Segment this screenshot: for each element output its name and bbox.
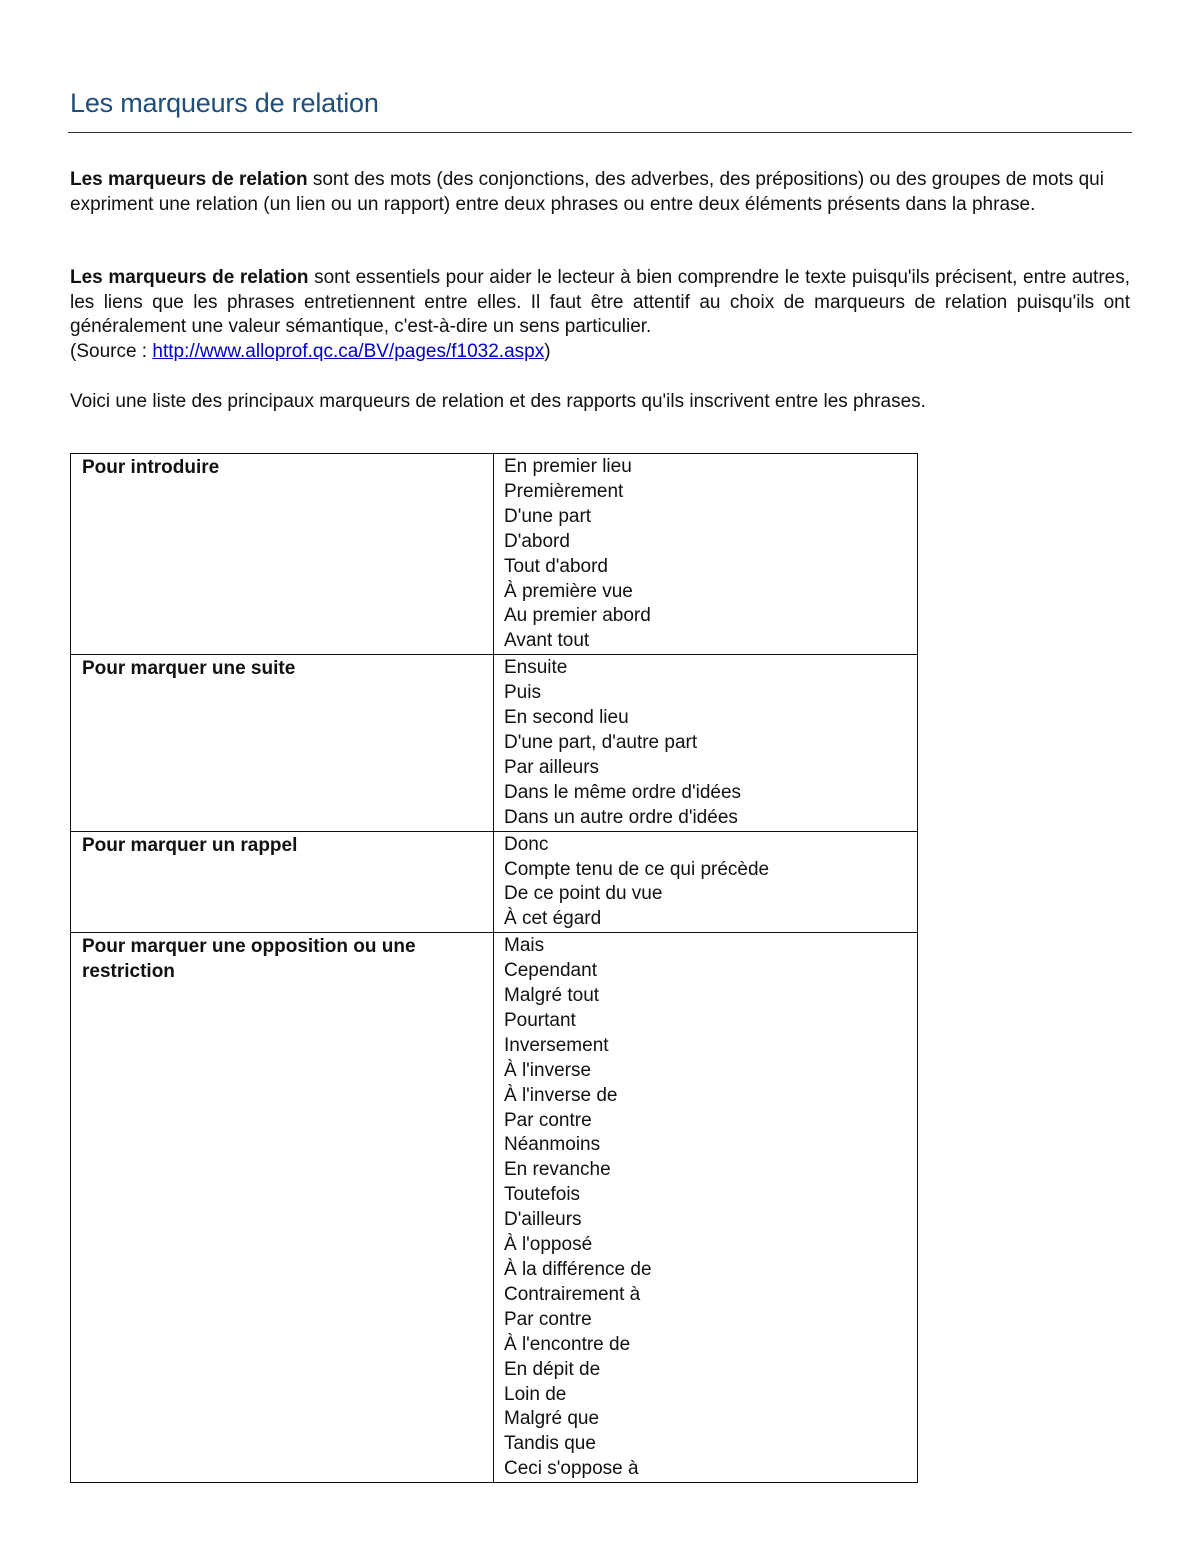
table-row	[71, 933, 918, 1483]
marker-item: Néanmoins	[504, 1134, 601, 1156]
marker-item: En revanche	[504, 1159, 611, 1181]
markers-cell	[494, 655, 918, 831]
marker-item: Au premier abord	[504, 605, 651, 627]
marker-item: Tandis que	[504, 1433, 596, 1455]
marker-item: Toutefois	[504, 1184, 581, 1206]
marker-item: À l'opposé	[504, 1234, 593, 1256]
marker-item: Tout d'abord	[504, 555, 608, 577]
intro-paragraph-1	[70, 168, 1130, 217]
marker-item: Donc	[504, 833, 549, 855]
marker-item: Mais	[504, 935, 545, 957]
markers-cell	[494, 454, 918, 655]
markers-cell	[494, 831, 918, 933]
marker-item: De ce point du vue	[504, 883, 663, 905]
marker-item: Ensuite	[504, 657, 568, 679]
marker-item: Malgré tout	[504, 985, 600, 1007]
marker-item: À la différence de	[504, 1259, 652, 1280]
marker-item: À l'inverse de	[504, 1084, 618, 1106]
table-row	[71, 655, 918, 831]
marker-item: À première vue	[504, 580, 633, 602]
category-cell: Pour introduire	[71, 454, 494, 655]
marker-item: D'abord	[504, 530, 570, 552]
marker-item: En dépit de	[504, 1358, 601, 1380]
marker-item: À l'inverse	[504, 1059, 592, 1081]
marker-item: Dans le même ordre d'idées	[504, 781, 742, 803]
source-suffix: )	[544, 340, 551, 362]
intro-paragraph-1-text: sont des mots (des conjonctions, des adverbes, des prépositions) ou des groupes de mots qui expriment une relation (un lien ou un rapport) entre deux phrases ou entre deux éléments présents dans la phrase.	[70, 169, 1104, 215]
marker-item: En premier lieu	[504, 456, 632, 477]
marker-item: Par contre	[504, 1109, 592, 1131]
marker-item: En second lieu	[504, 707, 629, 729]
table-row	[71, 831, 918, 933]
marker-item: Par ailleurs	[504, 756, 600, 778]
source-link[interactable]: http://www.alloprof.qc.ca/BV/pages/f1032.aspx	[152, 340, 545, 362]
marker-item: Malgré que	[504, 1408, 600, 1430]
marker-item: Puis	[504, 682, 541, 704]
marker-item: Pourtant	[504, 1009, 576, 1031]
marker-item: À l'encontre de	[504, 1333, 631, 1355]
marker-item: Par contre	[504, 1308, 592, 1330]
marker-item: Premièrement	[504, 480, 624, 502]
markers-cell	[494, 933, 918, 1483]
markers-table	[70, 453, 918, 1483]
table-row	[71, 454, 918, 655]
category-cell: Pour marquer une opposition ou une restriction	[71, 933, 494, 1483]
marker-item: Avant tout	[504, 630, 590, 652]
intro-paragraph-2-bold: Les marqueurs de relation	[70, 267, 309, 288]
marker-item: D'une part, d'autre part	[504, 731, 698, 753]
marker-item: Ceci s'oppose à	[504, 1458, 639, 1480]
marker-item: D'une part	[504, 505, 592, 527]
page-title: Les marqueurs de relation	[70, 88, 379, 118]
intro-paragraph-2-text: sont essentiels pour aider le lecteur à bien comprendre le texte puisqu'ils précisent, entre autres, les liens que les phrases entretiennent entre elles. Il faut être attentif au choix de marqueurs de relation puisqu'ils ont généralement une valeur sémantique, c'est-à-dire un sens particulier.	[70, 267, 1131, 337]
marker-item: Cependant	[504, 960, 597, 982]
intro-paragraph-2	[70, 266, 1130, 364]
category-cell: Pour marquer une suite	[71, 655, 494, 831]
marker-item: Dans un autre ordre d'idées	[504, 806, 738, 828]
category-cell: Pour marquer un rappel	[71, 831, 494, 933]
intro-paragraph-3: Voici une liste des principaux marqueurs de relation et des rapports qu'ils inscrivent entre les phrases.	[70, 391, 926, 412]
title-divider	[68, 132, 1132, 133]
marker-item: D'ailleurs	[504, 1209, 582, 1231]
marker-item: Inversement	[504, 1034, 609, 1056]
source-prefix: (Source :	[70, 340, 153, 362]
marker-item: À cet égard	[504, 908, 602, 930]
marker-item: Contrairement à	[504, 1283, 641, 1305]
marker-item: Compte tenu de ce qui précède	[504, 858, 770, 880]
marker-item: Loin de	[504, 1383, 567, 1405]
intro-paragraph-1-bold: Les marqueurs de relation	[70, 169, 308, 190]
